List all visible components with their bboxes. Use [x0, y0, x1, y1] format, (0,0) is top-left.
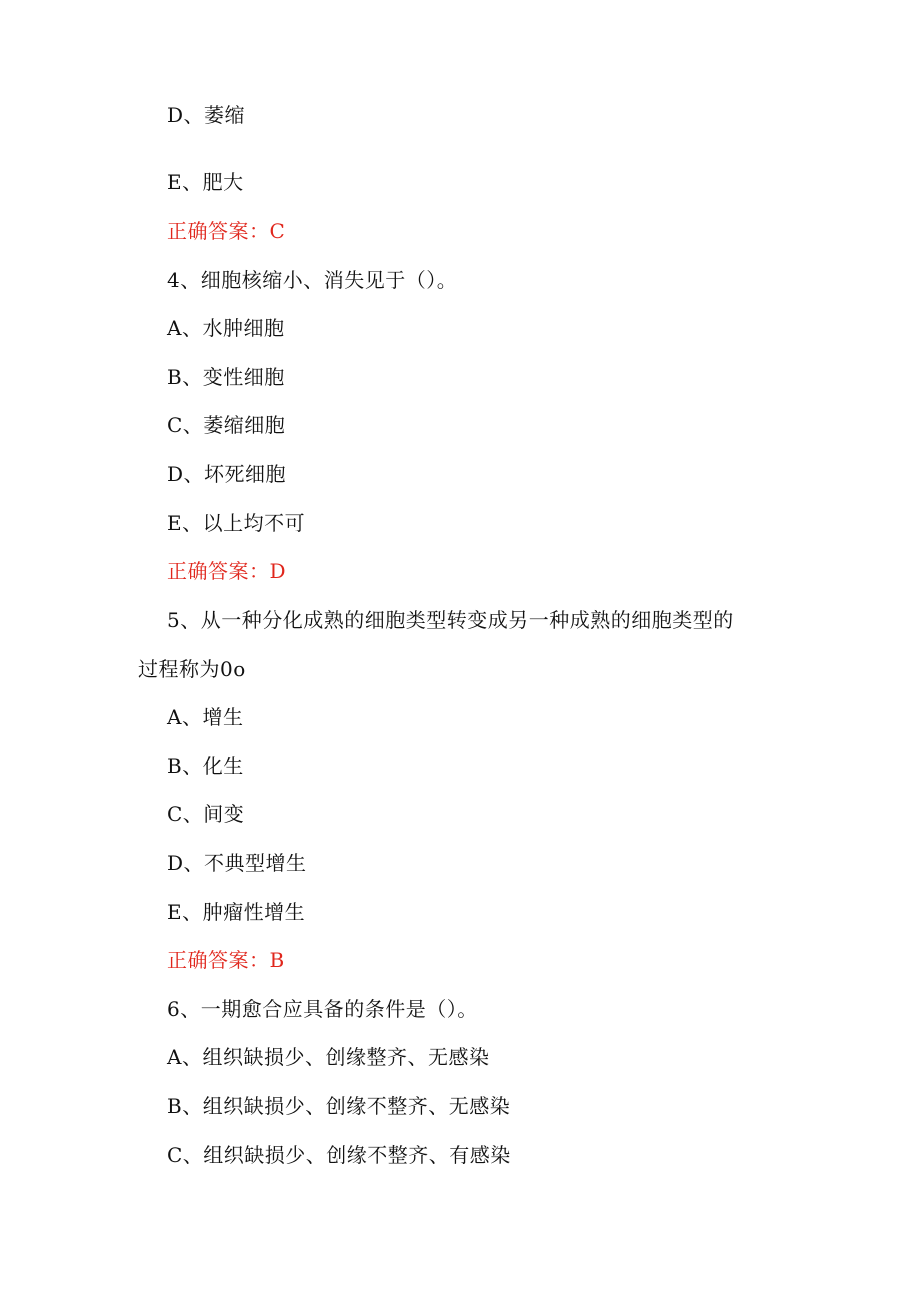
question-4: 4、细胞核缩小、消失见于（）。: [167, 268, 458, 292]
option-a-q4: A、水肿细胞: [167, 316, 285, 340]
option-c-q5: C、间变: [167, 802, 245, 826]
option-a-q5: A、增生: [167, 705, 244, 729]
option-b-q4: B、变性细胞: [167, 365, 285, 389]
option-a-q6: A、组织缺损少、创缘整齐、无感染: [167, 1045, 490, 1069]
option-b-q5: B、化生: [167, 754, 244, 778]
option-e-q5: E、肿瘤性增生: [167, 900, 306, 924]
answer-q3: 正确答案：C: [167, 219, 286, 243]
option-e-q4: E、以上均不可: [167, 511, 306, 535]
question-5-continued: 过程称为0o: [138, 657, 246, 681]
option-d-q5: D、不典型增生: [167, 851, 307, 875]
option-e-q3: E、肥大: [167, 170, 244, 194]
answer-q5: 正确答案：B: [167, 948, 285, 972]
option-d-q4: D、坏死细胞: [167, 462, 287, 486]
option-b-q6: B、组织缺损少、创缘不整齐、无感染: [167, 1094, 511, 1118]
question-6: 6、一期愈合应具备的条件是（）。: [167, 997, 478, 1021]
question-5: 5、从一种分化成熟的细胞类型转变成另一种成熟的细胞类型的: [167, 608, 734, 632]
option-c-q6: C、组织缺损少、创缘不整齐、有感染: [167, 1143, 511, 1167]
option-c-q4: C、萎缩细胞: [167, 413, 286, 437]
answer-q4: 正确答案：D: [167, 559, 287, 583]
option-d-q3: D、萎缩: [167, 103, 246, 127]
